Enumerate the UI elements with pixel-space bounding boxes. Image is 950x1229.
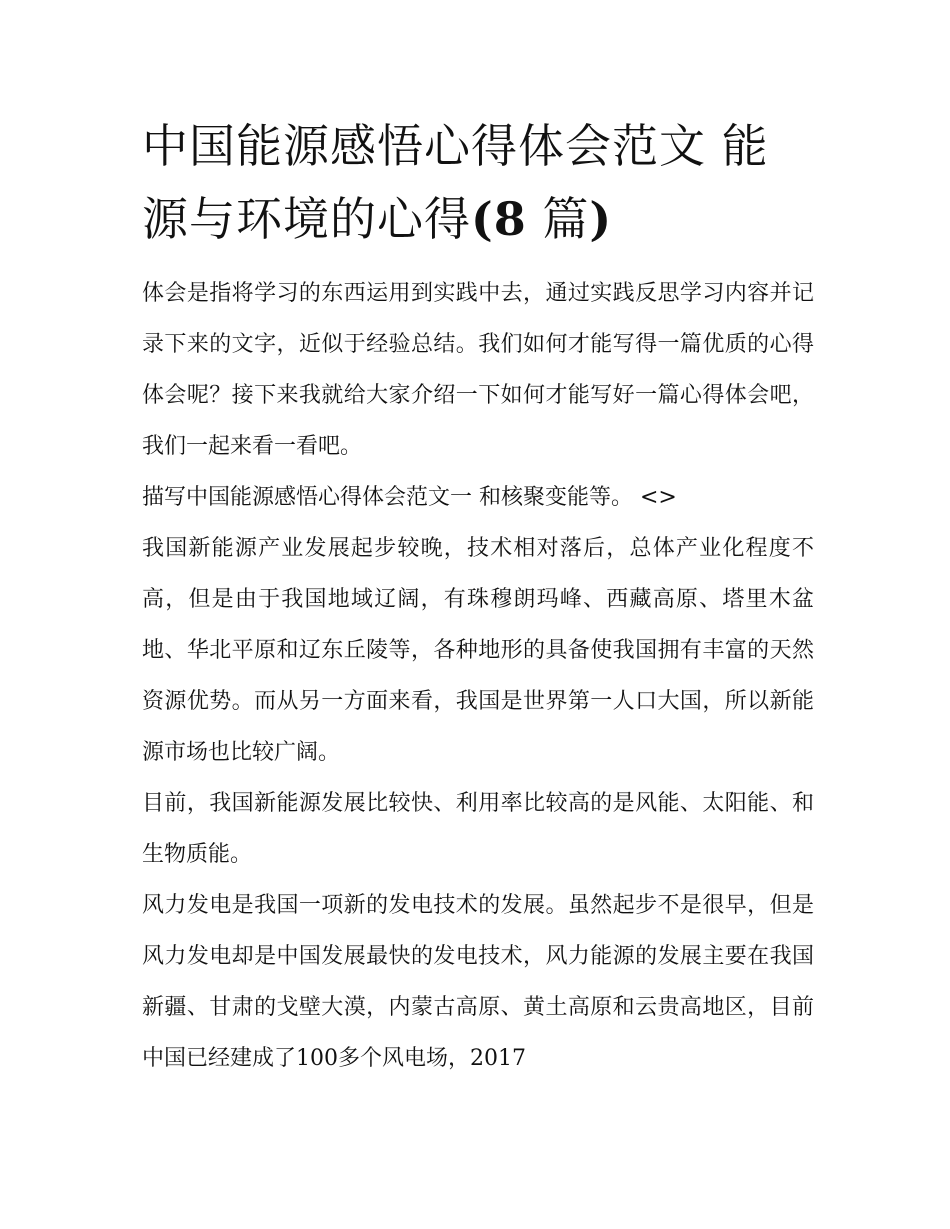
body-paragraph-wind-power: 风力发电是我国一项新的发电技术的发展。虽然起步不是很早，但是风力发电却是中国发展最快的发电技术，风力能源的发展主要在我国新疆、甘肃的戈壁大漠，内蒙古高原、黄土高原和云贵高地区，目前中国已经建成了100多个风电场，2017 (142, 893, 814, 1071)
title-unit: 篇 (526, 192, 590, 246)
document-body (142, 110, 814, 1084)
essay-heading-paragraph: 描写中国能源感悟心得体会范文一 和核聚变能等。 <> (142, 485, 677, 510)
title-count: (8 (471, 192, 527, 246)
title-close-paren: ) (589, 192, 613, 246)
body-paragraph-overview: 我国新能源产业发展起步较晚，技术相对落后，总体产业化程度不高，但是由于我国地域辽阔，有珠穆朗玛峰、西藏高原、塔里木盆地、华北平原和辽东丘陵等，各种地形的具备使我国拥有丰富的天然资源优势。而从另一方面来看，我国是世界第一人口大国，所以新能源市场也比较广阔。 (142, 536, 814, 765)
title-text: 中国能源感悟心得体会范文 能源与环境的心得 (142, 119, 769, 246)
intro-paragraph: 体会是指将学习的东西运用到实践中去，通过实践反思学习内容并记录下来的文字，近似于经验总结。我们如何才能写得一篇优质的心得体会呢？接下来我就给大家介绍一下如何才能写好一篇心得体会吧，我们一起来看一看吧。 (142, 281, 814, 459)
body-paragraph-current-status: 目前，我国新能源发展比较快、利用率比较高的是风能、太阳能、和生物质能。 (142, 791, 814, 867)
document-title (142, 110, 814, 256)
